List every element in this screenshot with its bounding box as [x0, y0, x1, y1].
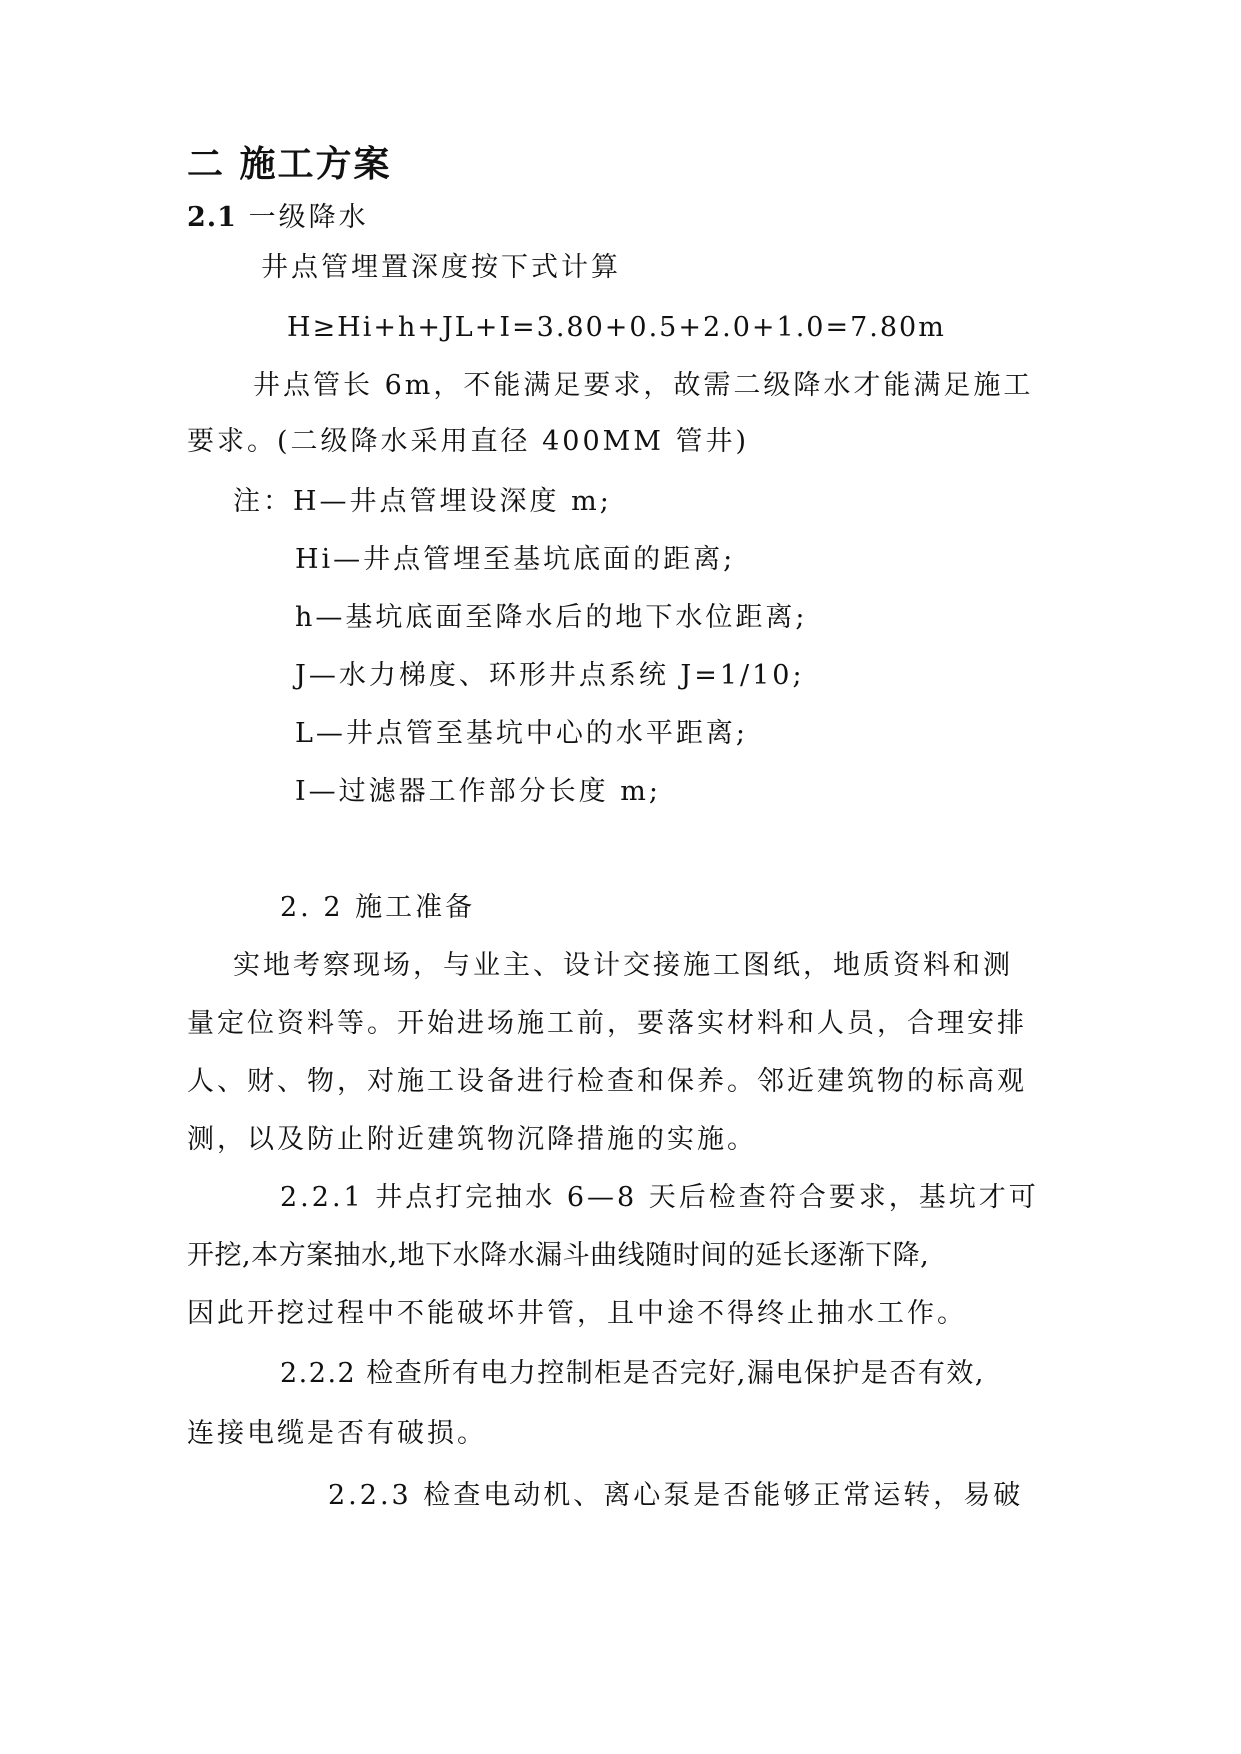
note-line: J—水力梯度、环形井点系统 J=1/10; [295, 660, 805, 691]
note-line: Hi—井点管埋至基坑底面的距离; [295, 544, 736, 575]
subsection-heading [0, 200, 1054, 236]
note-line: L—井点管至基坑中心的水平距离; [295, 718, 749, 749]
paragraph-line: 量定位资料等。开始进场施工前，要落实材料和人员，合理安排 [187, 1008, 1027, 1039]
paragraph-line: 开挖,本方案抽水,地下水降水漏斗曲线随时间的延长逐渐下降, [187, 1240, 930, 1271]
formula: H≥Hi+h+JL+I=3.80+0.5+2.0+1.0=7.80m [287, 312, 946, 343]
paragraph-line: 2.2.3 检查电动机、离心泵是否能够正常运转，易破 [328, 1480, 1024, 1511]
paragraph-line: 井点管长 6m，不能满足要求，故需二级降水才能满足施工 [253, 370, 1034, 401]
paragraph-line: 测，以及防止附近建筑物沉降措施的实施。 [187, 1124, 757, 1155]
paragraph-line: 要求。(二级降水采用直径 400MM 管井) [187, 426, 750, 457]
formula-intro: 井点管埋置深度按下式计算 [261, 252, 621, 283]
subsection-heading-2-2: 2. 2 施工准备 [280, 892, 476, 923]
note-line: 注：H—井点管埋设深度 m; [233, 486, 612, 517]
subsection-number: 2.1 [187, 202, 237, 233]
paragraph-line: 因此开挖过程中不能破坏井管，且中途不得终止抽水工作。 [187, 1298, 967, 1329]
subsection-title: 一级降水 [248, 202, 369, 233]
section-title: 二 施工方案 [187, 143, 392, 185]
note-line: h—基坑底面至降水后的地下水位距离; [295, 602, 808, 633]
note-line: I—过滤器工作部分长度 m; [295, 776, 661, 807]
paragraph-line: 连接电缆是否有破损。 [187, 1418, 487, 1449]
paragraph-line: 人、财、物，对施工设备进行检查和保养。邻近建筑物的标高观 [187, 1066, 1027, 1097]
paragraph-line: 实地考察现场，与业主、设计交接施工图纸，地质资料和测 [233, 950, 1013, 981]
paragraph-line: 2.2.1 井点打完抽水 6—8 天后检查符合要求，基坑才可 [280, 1182, 1039, 1213]
paragraph-line: 2.2.2 检查所有电力控制柜是否完好,漏电保护是否有效, [280, 1358, 985, 1389]
